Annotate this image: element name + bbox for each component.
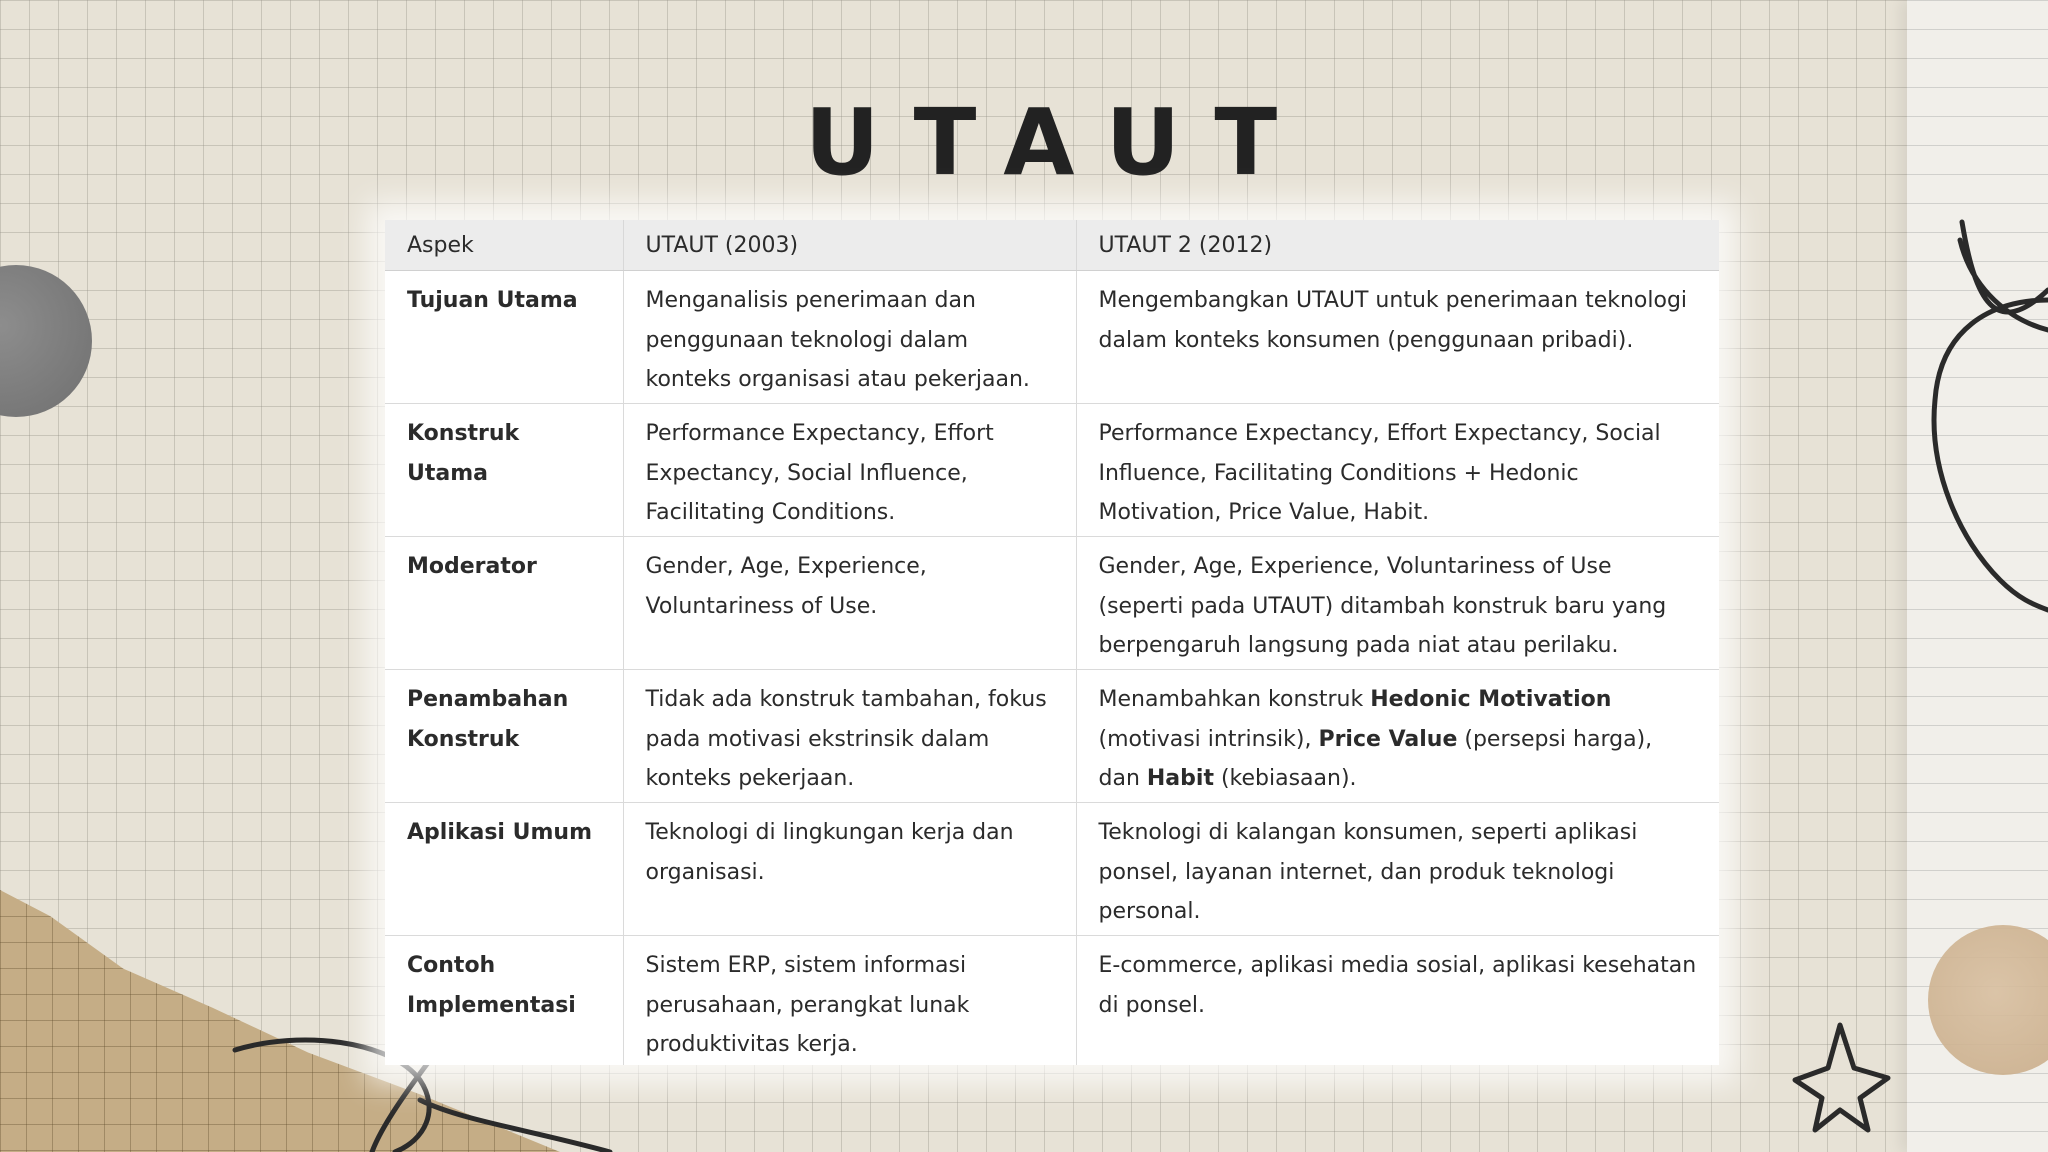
table-row (385, 271, 1719, 404)
row-utaut: Menganalisis penerimaan dan penggunaan teknologi dalam konteks organisasi atau pekerjaan. (623, 271, 1076, 404)
text-part: (kebiasaan). (1213, 766, 1357, 791)
text-part: (motivasi intrinsik), (1098, 726, 1319, 752)
header-aspect: Aspek (385, 220, 623, 271)
bold-term: Price Value (1318, 726, 1458, 752)
row-aspect: Moderator (385, 537, 623, 670)
header-utaut2: UTAUT 2 (2012) (1076, 220, 1719, 271)
row-utaut2: Teknologi di kalangan konsumen, seperti aplikasi ponsel, layanan internet, dan produk teknologi personal. (1076, 803, 1719, 936)
row-utaut2: Mengembangkan UTAUT untuk penerimaan teknologi dalam konteks konsumen (penggunaan pribadi). (1076, 271, 1719, 404)
table-row (385, 404, 1719, 537)
row-utaut: Performance Expectancy, Effort Expectancy, Social Influence, Facilitating Conditions. (623, 404, 1076, 537)
row-utaut: Teknologi di lingkungan kerja dan organisasi. (623, 803, 1076, 936)
row-utaut2: E-commerce, aplikasi media sosial, aplikasi kesehatan di ponsel. (1098, 953, 1697, 1018)
row-utaut2: Gender, Age, Experience, Voluntariness of Use (seperti pada UTAUT) ditambah konstruk baru yang berpengaruh langsung pada niat atau perilaku. (1076, 537, 1719, 670)
row-aspect: Penambahan Konstruk (385, 670, 623, 803)
table-row (385, 936, 1719, 1065)
header-utaut: UTAUT (2003) (623, 220, 1076, 271)
row-utaut2: Performance Expectancy, Effort Expectancy, Social Influence, Facilitating Conditions + Hedonic Motivation, Price Value, Habit. (1076, 404, 1719, 537)
bold-term: Hedonic Motivation (1370, 687, 1612, 712)
row-aspect: Konstruk Utama (385, 404, 623, 537)
slide-title: UTAUT (804, 89, 1312, 196)
bold-term: Habit (1146, 766, 1214, 791)
text-part: (persepsi harga), dan (1098, 726, 1653, 791)
row-aspect: Tujuan Utama (385, 271, 623, 404)
row-utaut: Tidak ada konstruk tambahan, fokus pada motivasi ekstrinsik dalam konteks pekerjaan. (623, 670, 1076, 803)
row-utaut: Gender, Age, Experience, Voluntariness of Use. (623, 537, 1076, 670)
gray-circle-decoration (0, 265, 92, 417)
star-doodle-icon (1795, 1025, 1888, 1130)
row-aspect: Contoh Implementasi (385, 936, 623, 1065)
text-part: Menambahkan konstruk (1098, 687, 1371, 712)
comparison-table (385, 220, 1719, 1065)
table-row (385, 670, 1719, 803)
row-utaut: Sistem ERP, sistem informasi perusahaan, perangkat lunak produktivitas kerja. (623, 936, 1076, 1065)
row-aspect: Aplikasi Umum (385, 803, 623, 936)
row-utaut2 (1076, 670, 1719, 803)
table-row (385, 537, 1719, 670)
table-row (385, 803, 1719, 936)
table-header-row (385, 220, 1719, 271)
